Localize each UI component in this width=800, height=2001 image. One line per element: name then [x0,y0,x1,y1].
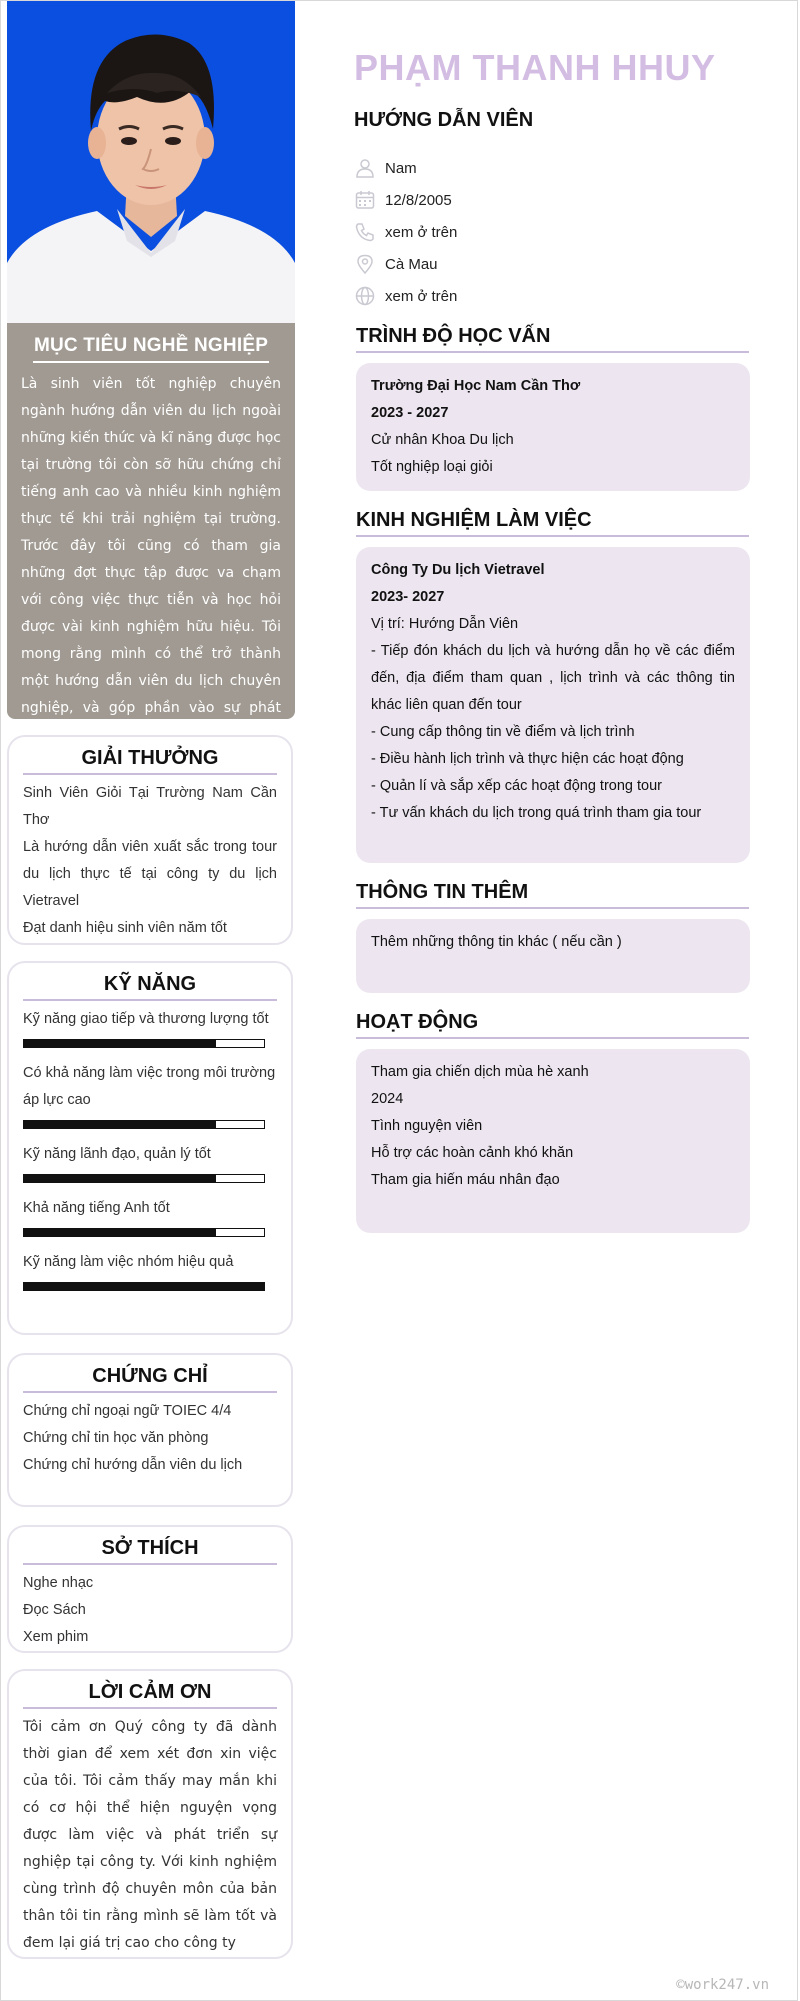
skill-bar [23,1120,265,1129]
extra-box [356,919,750,993]
certificate-item: Chứng chỉ hướng dẫn viên du lịch [23,1457,243,1473]
skill-bar-fill [24,1283,264,1290]
objective-text: Là sinh viên tốt nghiệp chuyên ngành hướng dẫn viên du lịch ngoài những kiến thức và kĩ năng được học tại trường tôi còn sỡ hữu chứng chỉ tiếng anh cao và nhiều kinh nghiệm thực tế khi trải nghiệm tại trường. Trước đây tôi cũng có tham gia những đợt thực tập được va chạm với công việc thực tiễn và học hỏi được vài kinh nghiệm hữu hiệu. Tôi mong rằng mình có thể trở thành một hướng dẫn viên du lịch chuyên nghiệp, và góp phần vào sự phát [21,376,281,716]
hobby-item: Nghe nhạc [23,1575,94,1591]
hobbies-section [7,1525,293,1653]
award-item: Sinh Viên Giỏi Tại Trường Nam Cần Thơ [23,785,277,828]
skills-title: KỸ NĂNG [103,973,197,995]
skill-bar-fill [24,1229,216,1236]
extra-text: Thêm những thông tin khác ( nếu cần ) [371,934,622,950]
contact-value: 12/8/2005 [385,191,452,209]
objective-title: MỤC TIÊU NGHỀ NGHIỆP [33,335,269,356]
activity-item: 2024 [371,1091,404,1107]
extra-title: THÔNG TIN THÊM [356,881,529,903]
contact-phone [355,220,457,244]
thanks-section [7,1669,293,1959]
location-pin-icon [355,254,375,274]
activities-underline [356,1037,749,1039]
hobby-item: Xem phim [23,1629,89,1645]
experience-duty: - Điều hành lịch trình và thực hiện các hoạt động [371,751,684,767]
watermark: ©work247.vn [676,1977,769,1993]
skill-bar [23,1174,265,1183]
skill-label: Kỹ năng lãnh đạo, quản lý tốt [23,1146,211,1162]
experience-years: 2023- 2027 [371,589,445,605]
experience-title-block [356,509,749,537]
thanks-text: Tôi cảm ơn Quý công ty đã dành thời gian để xem xét đơn xin việc của tôi. Tôi cảm thấy may mắn khi có cơ hội thể hiện nguyện vọng được làm việc và phát triển sự nghiệp tại công ty. Với kinh nghiệm cùng trình độ chuyên môn của bản thân tôi tin rằng mình sẽ làm tốt và đem lại giá trị cao cho công ty [23,1719,277,1951]
experience-title: KINH NGHIỆM LÀM VIỆC [356,509,592,531]
awards-title: GIẢI THƯỞNG [81,747,219,769]
award-item: Là hướng dẫn viên xuất sắc trong tour du lịch thực tế tại công ty du lịch Vietravel [23,839,277,909]
activities-title: HOẠT ĐỘNG [356,1011,479,1033]
thanks-title: LỜI CẢM ƠN [88,1681,212,1703]
award-item: Đạt danh hiệu sinh viên năm tốt [23,920,227,936]
hobbies-title: SỞ THÍCH [101,1537,199,1559]
skills-section [7,961,293,1335]
education-result: Tốt nghiệp loại giỏi [371,459,493,475]
calendar-icon [355,190,375,210]
career-objective-section [7,323,295,719]
contact-value: xem ở trên [385,223,458,241]
experience-duty: - Tư vấn khách du lịch trong quá trình tham gia tour [371,805,702,821]
experience-position: Vị trí: Hướng Dẫn Viên [371,616,519,632]
contact-value: Cà Mau [385,255,438,273]
activity-item: Tình nguyện viên [371,1118,483,1134]
certificate-item: Chứng chỉ tin học văn phòng [23,1430,209,1446]
activity-item: Hỗ trợ các hoàn cảnh khó khăn [371,1145,574,1161]
certificate-item: Chứng chỉ ngoại ngữ TOIEC 4/4 [23,1403,232,1419]
certificates-section [7,1353,293,1507]
education-years: 2023 - 2027 [371,405,449,421]
activities-box [356,1049,750,1233]
skill-bar-fill [24,1121,216,1128]
contact-value: xem ở trên [385,287,458,305]
extra-underline [356,907,749,909]
contact-birthday [355,188,452,212]
contact-address [355,252,438,276]
education-title-block [356,325,749,353]
experience-box [356,547,750,863]
contact-website [355,284,457,308]
experience-duty: - Tiếp đón khách du lịch và hướng dẫn họ về các điểm đến, địa điểm tham quan , lịch trình và các thông tin khác liên quan đến tour [371,643,735,713]
awards-section [7,735,293,945]
activity-item: Tham gia chiến dịch mùa hè xanh [371,1064,589,1080]
user-icon [355,158,375,178]
skill-bar [23,1228,265,1237]
globe-icon [355,286,375,306]
certificates-title: CHỨNG CHỈ [92,1365,208,1387]
education-title: TRÌNH ĐỘ HỌC VẤN [356,325,551,347]
hobby-item: Đọc Sách [23,1602,86,1618]
experience-company: Công Ty Du lịch Vietravel [371,562,545,578]
education-school: Trường Đại Học Nam Cần Thơ [371,378,581,394]
objective-underline [33,361,269,363]
skill-label: Kỹ năng làm việc nhóm hiệu quả [23,1254,234,1270]
extra-title-block [356,881,749,909]
activities-title-block [356,1011,749,1039]
job-title: HƯỚNG DẪN VIÊN [354,109,534,131]
skill-bar-fill [24,1175,216,1182]
skill-label: Có khả năng làm việc trong môi trường áp lực cao [23,1065,276,1108]
portrait-illustration [7,1,295,323]
phone-icon [355,222,375,242]
education-underline [356,351,749,353]
skill-bar [23,1282,265,1291]
contact-value: Nam [385,159,417,177]
experience-duty: - Cung cấp thông tin về điểm và lịch trình [371,724,635,740]
contact-gender [355,156,417,180]
experience-underline [356,535,749,537]
skill-label: Kỹ năng giao tiếp và thương lượng tốt [23,1011,269,1027]
skill-label: Khả năng tiếng Anh tốt [23,1200,170,1216]
experience-duty: - Quản lí và sắp xếp các hoạt động trong tour [371,778,662,794]
education-box [356,363,750,491]
skill-bar [23,1039,265,1048]
full-name: PHẠM THANH HHUY [354,47,716,88]
skill-bar-fill [24,1040,216,1047]
profile-photo [7,1,295,323]
education-degree: Cử nhân Khoa Du lịch [371,432,514,448]
activity-item: Tham gia hiến máu nhân đạo [371,1172,560,1188]
